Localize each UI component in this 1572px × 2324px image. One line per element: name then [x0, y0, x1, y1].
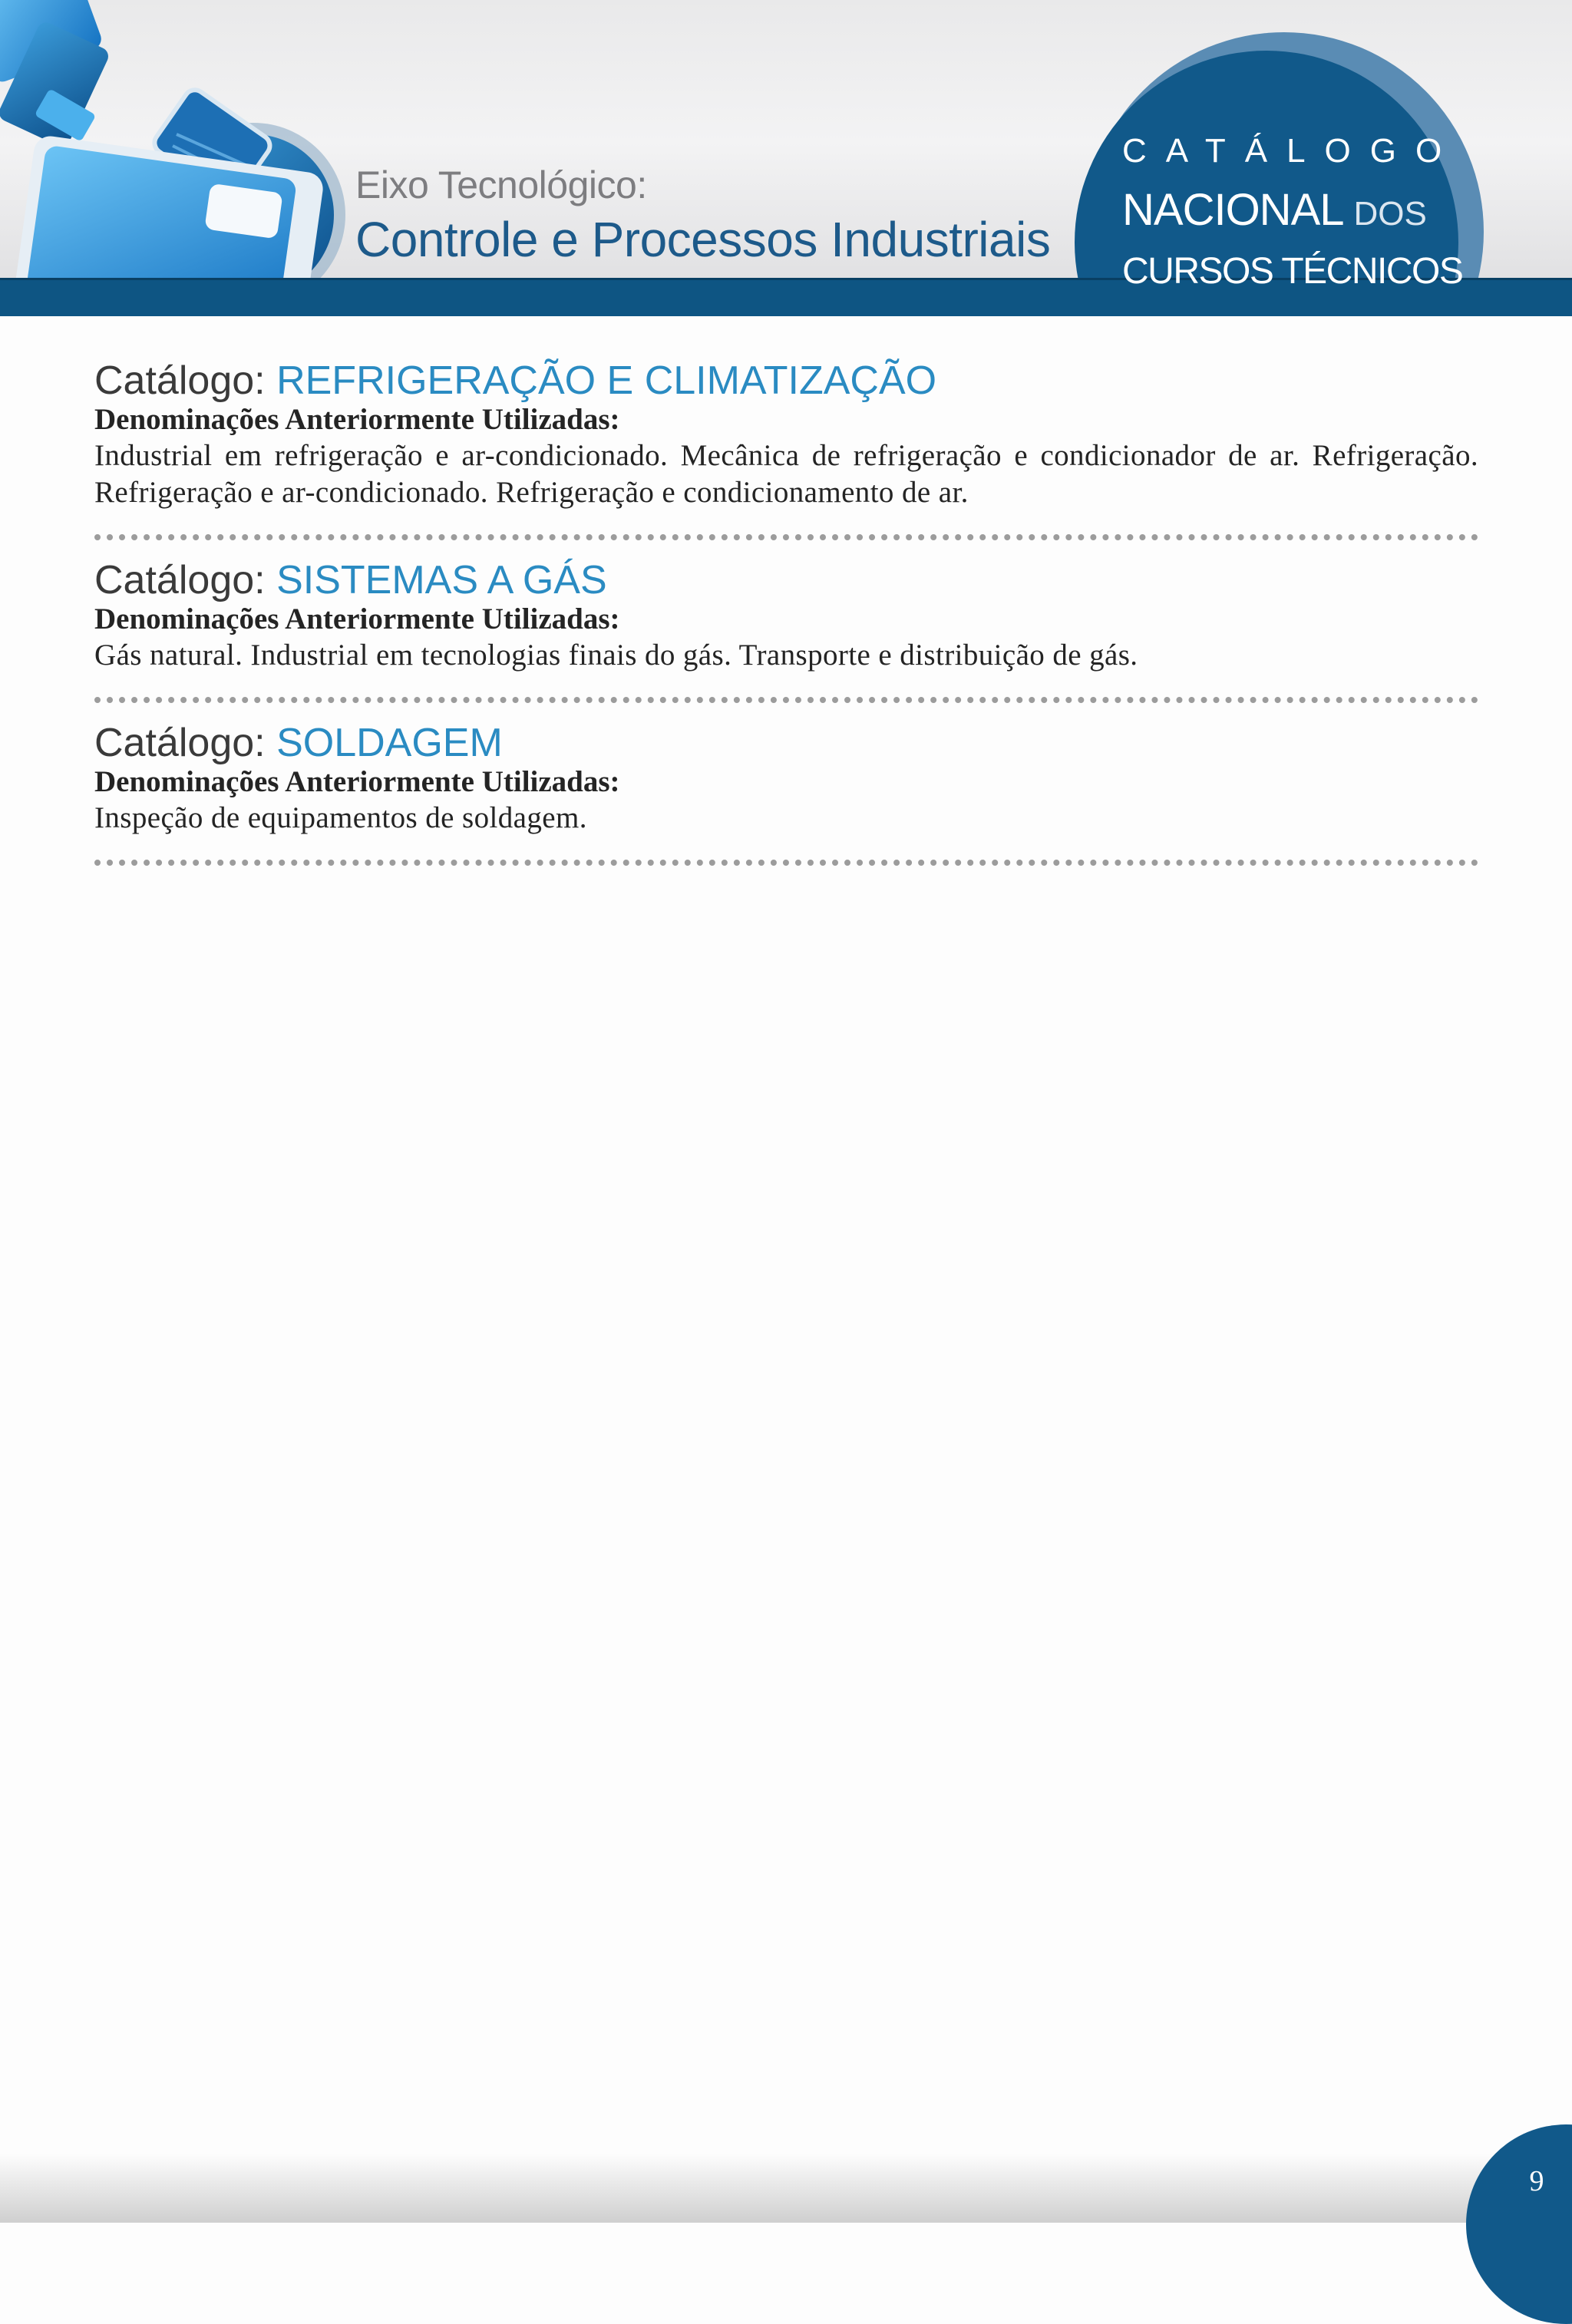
entry-heading	[94, 353, 1478, 408]
dotted-divider	[94, 860, 1478, 866]
entry-prefix: Catálogo:	[94, 358, 266, 403]
brand-nacional-text: NACIONAL	[1122, 185, 1342, 235]
catalog-entry	[94, 353, 1478, 540]
catalog-entry	[94, 553, 1478, 703]
entry-heading	[94, 553, 1478, 608]
entry-denominations-text: Gás natural. Industrial em tecnologias finais do gás. Transporte e distribuição de gás.	[94, 639, 1138, 672]
entry-prefix: Catálogo:	[94, 558, 266, 602]
tech-devices-illustration	[0, 0, 361, 284]
page-number: 9	[1529, 2165, 1544, 2197]
entry-denominations-text: Industrial em refrigeração e ar-condicionado. Mecânica de refrigeração e condicionador de ar. Refrigeração. Refrigeração e ar-condicionado. Refrigeração e condicionamento de ar.	[94, 439, 1478, 509]
brand-dos-text: DOS	[1353, 195, 1427, 233]
entry-heading	[94, 715, 1478, 771]
entry-course-name: SISTEMAS A GÁS	[276, 558, 607, 602]
tech-axis-title: Controle e Processos Industriais	[355, 212, 1051, 267]
brand-line-catalogo: CATÁLOGO	[1122, 132, 1461, 170]
page-header	[0, 0, 1572, 316]
catalog-entry	[94, 715, 1478, 866]
dotted-divider	[94, 534, 1478, 540]
entry-denominations-label: Denominações Anteriormente Utilizadas:	[94, 403, 620, 436]
brand-line-cursos: CURSOS TÉCNICOS	[1122, 251, 1463, 292]
entry-denominations-label: Denominações Anteriormente Utilizadas:	[94, 602, 620, 635]
brand-line-nacional	[1122, 184, 1427, 236]
entry-denominations-label: Denominações Anteriormente Utilizadas:	[94, 765, 620, 798]
entry-course-name: SOLDAGEM	[276, 721, 503, 765]
entry-prefix: Catálogo:	[94, 721, 266, 765]
tech-axis-label: Eixo Tecnológico:	[355, 163, 647, 206]
footer-band	[0, 2154, 1572, 2223]
entry-course-name: REFRIGERAÇÃO E CLIMATIZAÇÃO	[276, 358, 937, 403]
dotted-divider	[94, 697, 1478, 703]
catalog-entries	[94, 353, 1478, 878]
entry-denominations-text: Inspeção de equipamentos de soldagem.	[94, 801, 587, 834]
